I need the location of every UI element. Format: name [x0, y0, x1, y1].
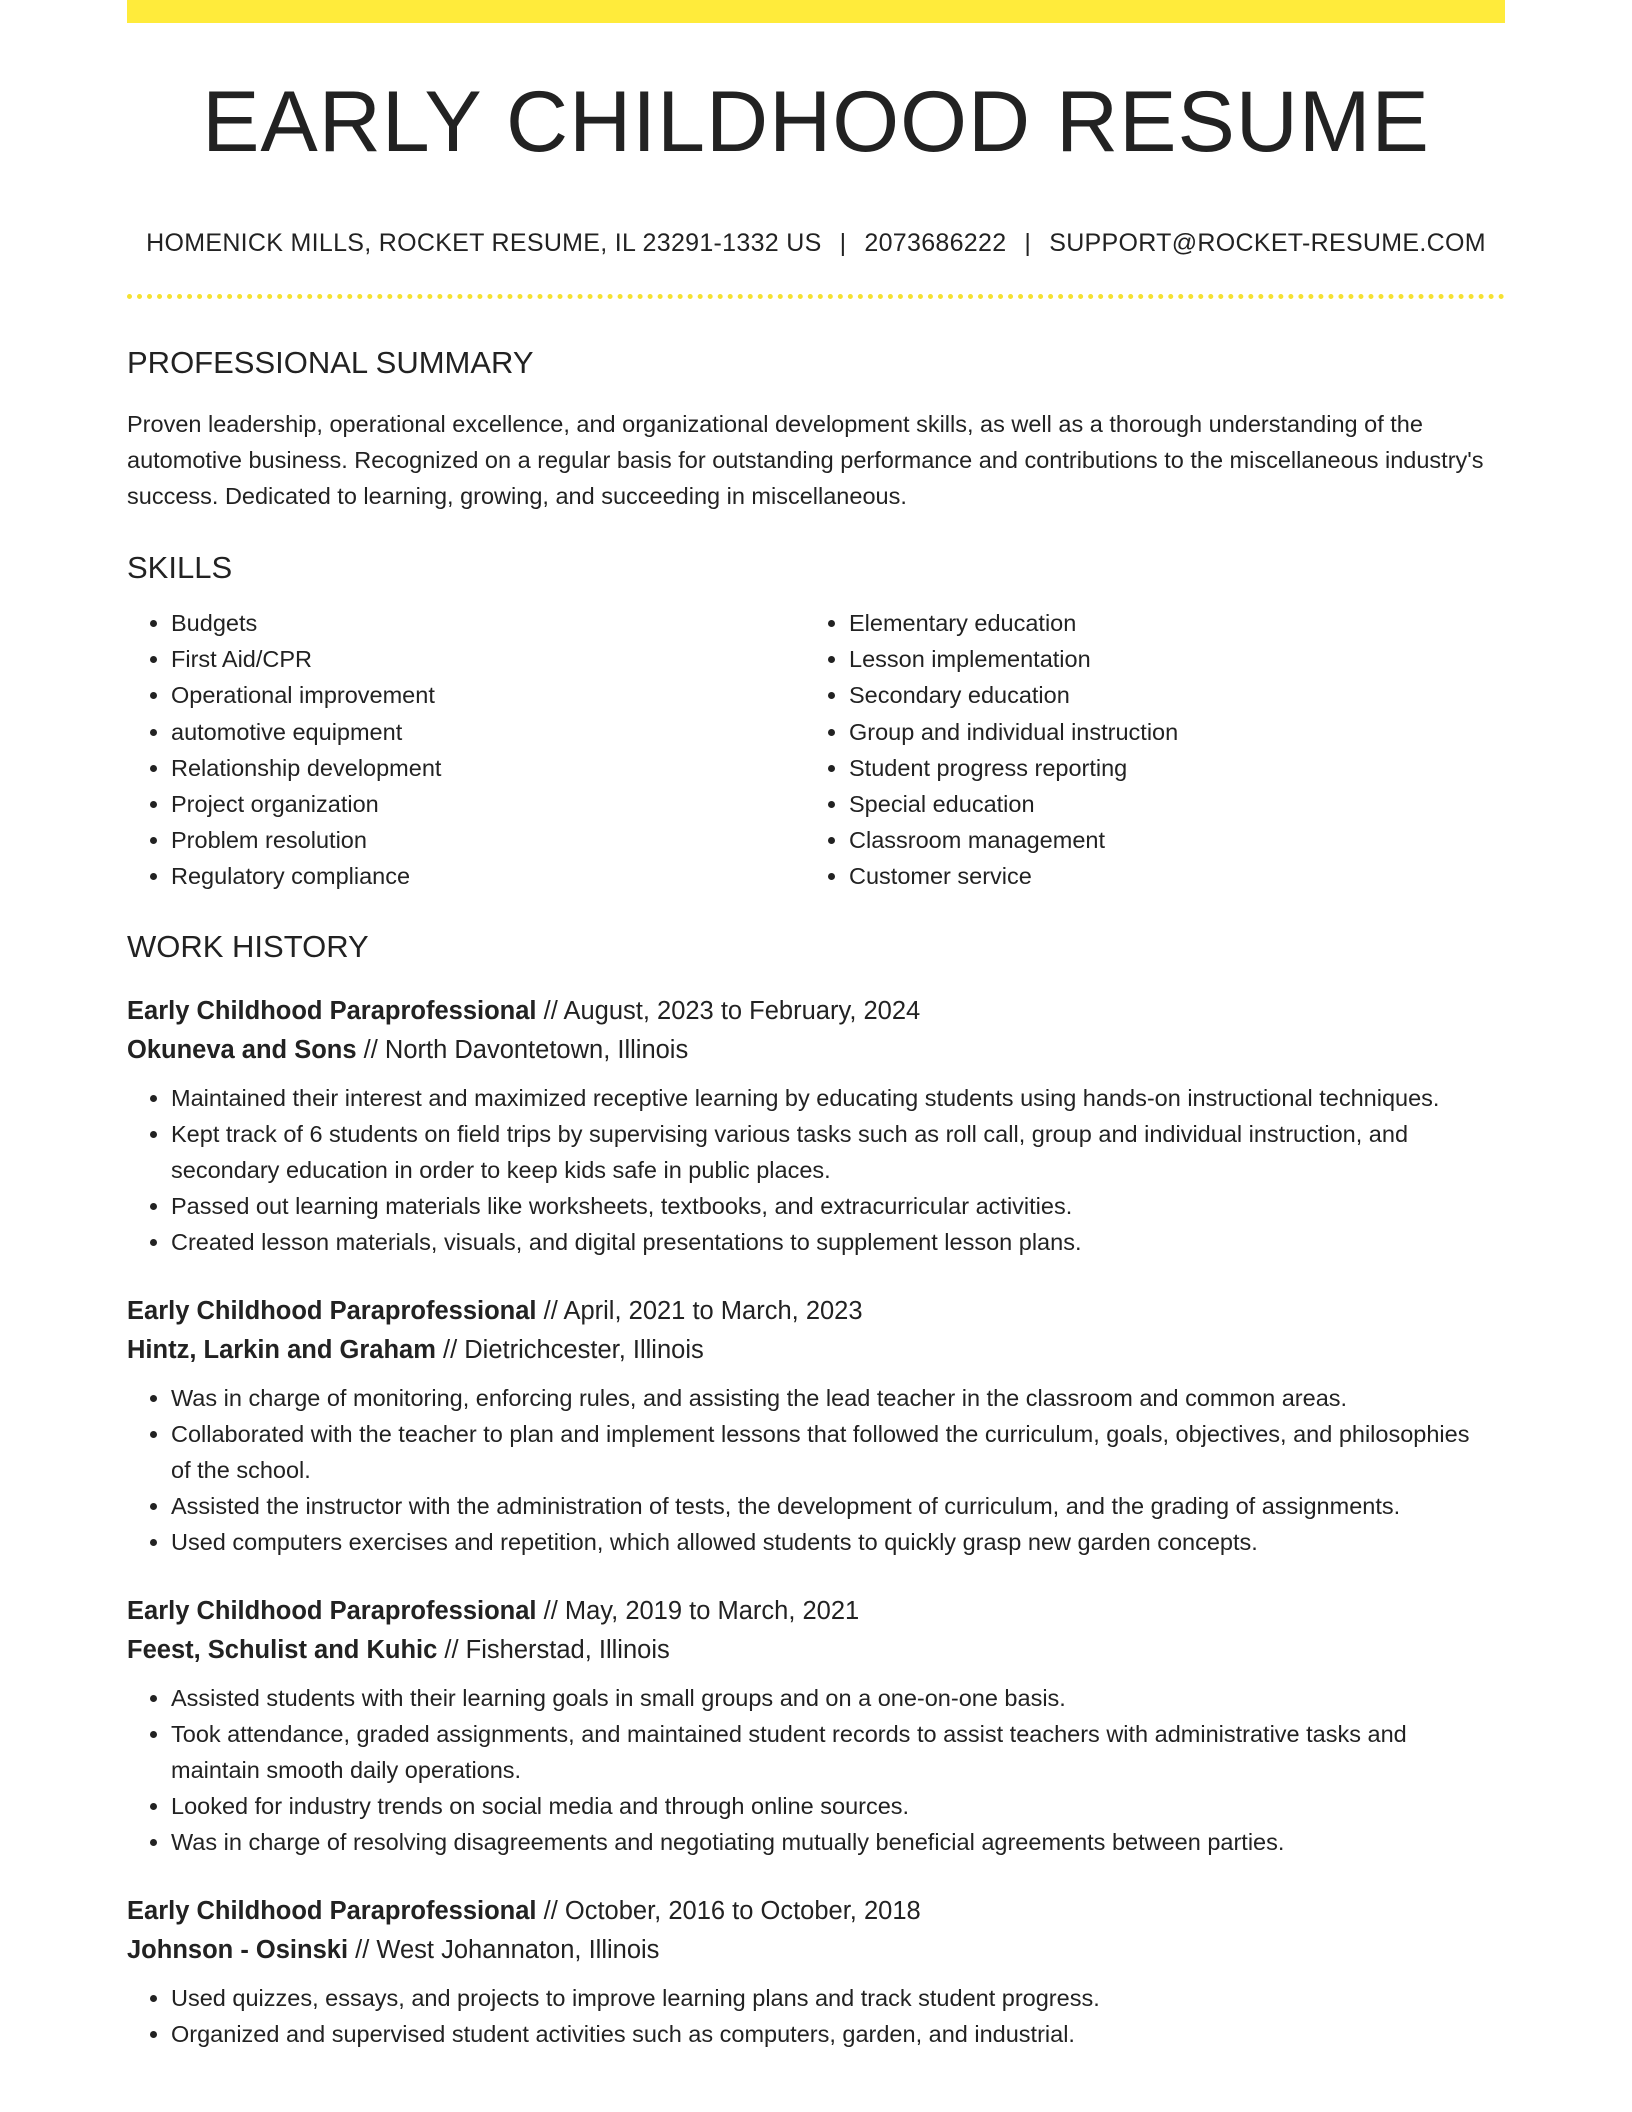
- job-bullets: [127, 1680, 1505, 1860]
- job-bullet: • Looked for industry trends on social media and through online sources.: [171, 1788, 1505, 1824]
- job-bullet: • Used computers exercises and repetition, which allowed students to quickly grasp new garden concepts.: [171, 1524, 1505, 1560]
- job-bullet: • Took attendance, graded assignments, and maintained student records to assist teachers with administrative tasks and maintain smooth daily operations.: [171, 1716, 1505, 1788]
- job-bullet: • Maintained their interest and maximized receptive learning by educating students using hands-on instructional techniques.: [171, 1080, 1505, 1116]
- job-entry: [127, 1592, 1505, 1860]
- skill-item: • Lesson implementation: [849, 641, 1505, 677]
- job-title-line: [127, 1292, 1505, 1331]
- summary-heading: PROFESSIONAL SUMMARY: [127, 345, 534, 380]
- job-company-line: [127, 1031, 1505, 1070]
- job-dates: // May, 2019 to March, 2021: [543, 1596, 860, 1625]
- skills-heading: SKILLS: [127, 550, 233, 585]
- job-bullet: • Was in charge of resolving disagreements and negotiating mutually beneficial agreements between parties.: [171, 1824, 1505, 1860]
- skill-item: • Budgets: [171, 605, 805, 641]
- job-dates: // October, 2016 to October, 2018: [543, 1896, 921, 1925]
- job-location: // Dietrichcester, Illinois: [442, 1335, 704, 1364]
- skills-list-right: [805, 605, 1505, 895]
- job-bullet: • Assisted students with their learning goals in small groups and on a one-on-one basis.: [171, 1680, 1505, 1716]
- skills-grid: [127, 605, 1505, 895]
- job-bullets: [127, 1980, 1505, 2052]
- contact-separator: |: [839, 229, 847, 257]
- job-company-line: [127, 1331, 1505, 1370]
- job-title: Early Childhood Paraprofessional: [127, 1596, 537, 1625]
- job-location: // West Johannaton, Illinois: [355, 1935, 660, 1964]
- dotted-divider: [127, 294, 1505, 299]
- summary-text: Proven leadership, operational excellence, and organizational development skills, as well as a thorough understanding of the automotive business. Recognized on a regular basis for outstanding performance and contributions to the miscellaneous industry's success. Dedicated to learning, growing, and succeeding in miscellaneous.: [127, 411, 1484, 509]
- job-title: Early Childhood Paraprofessional: [127, 1296, 537, 1325]
- job-bullet: • Was in charge of monitoring, enforcing rules, and assisting the lead teacher in the classroom and common areas.: [171, 1380, 1505, 1416]
- skill-item: • Elementary education: [849, 605, 1505, 641]
- job-title: Early Childhood Paraprofessional: [127, 996, 537, 1025]
- job-bullets: [127, 1080, 1505, 1260]
- skill-item: • Student progress reporting: [849, 750, 1505, 786]
- job-bullet: • Used quizzes, essays, and projects to improve learning plans and track student progress.: [171, 1980, 1505, 2016]
- job-dates: // April, 2021 to March, 2023: [543, 1296, 863, 1325]
- job-company-line: [127, 1631, 1505, 1670]
- job-bullet: • Kept track of 6 students on field trips by supervising various tasks such as roll call, group and individual instruction, and secondary education in order to keep kids safe in public places.: [171, 1116, 1505, 1188]
- skills-list-left: [127, 605, 805, 895]
- job-title: Early Childhood Paraprofessional: [127, 1896, 537, 1925]
- work-history-heading: WORK HISTORY: [127, 928, 369, 964]
- skill-item: • Classroom management: [849, 822, 1505, 858]
- job-bullet: • Collaborated with the teacher to plan and implement lessons that followed the curriculum, goals, objectives, and philosophies of the school.: [171, 1416, 1505, 1488]
- contact-line: [127, 231, 1505, 256]
- job-location: // Fisherstad, Illinois: [444, 1635, 670, 1664]
- job-company-line: [127, 1931, 1505, 1970]
- contact-phone: 2073686222: [864, 229, 1007, 257]
- job-company: Feest, Schulist and Kuhic: [127, 1635, 438, 1664]
- job-title-line: [127, 1892, 1505, 1931]
- job-entry: [127, 992, 1505, 1260]
- contact-email: SUPPORT@ROCKET-RESUME.COM: [1049, 229, 1486, 257]
- resume-page: [127, 0, 1505, 2052]
- job-dates: // August, 2023 to February, 2024: [543, 996, 921, 1025]
- skill-item: • Group and individual instruction: [849, 714, 1505, 750]
- skill-item: • Secondary education: [849, 677, 1505, 713]
- skill-item: • Project organization: [171, 786, 805, 822]
- job-bullet: • Created lesson materials, visuals, and digital presentations to supplement lesson plans.: [171, 1224, 1505, 1260]
- contact-separator: |: [1024, 229, 1032, 257]
- job-company: Okuneva and Sons: [127, 1035, 357, 1064]
- resume-name: EARLY CHILDHOOD RESUME: [202, 74, 1430, 170]
- job-entry: [127, 1892, 1505, 2052]
- job-company: Johnson - Osinski: [127, 1935, 349, 1964]
- skill-item: • Customer service: [849, 858, 1505, 894]
- job-company: Hintz, Larkin and Graham: [127, 1335, 436, 1364]
- job-bullet: • Assisted the instructor with the administration of tests, the development of curriculum, and the grading of assignments.: [171, 1488, 1505, 1524]
- accent-top-bar: [127, 0, 1505, 23]
- skill-item: • Relationship development: [171, 750, 805, 786]
- job-bullet: • Passed out learning materials like worksheets, textbooks, and extracurricular activities.: [171, 1188, 1505, 1224]
- skill-item: • Operational improvement: [171, 677, 805, 713]
- skill-item: • Problem resolution: [171, 822, 805, 858]
- job-location: // North Davontetown, Illinois: [363, 1035, 689, 1064]
- job-title-line: [127, 992, 1505, 1031]
- contact-address: HOMENICK MILLS, ROCKET RESUME, IL 23291-1332 US: [146, 229, 822, 257]
- job-bullet: • Organized and supervised student activities such as computers, garden, and industrial.: [171, 2016, 1505, 2052]
- skill-item: • Regulatory compliance: [171, 858, 805, 894]
- skill-item: • automotive equipment: [171, 714, 805, 750]
- skill-item: • First Aid/CPR: [171, 641, 805, 677]
- job-title-line: [127, 1592, 1505, 1631]
- job-bullets: [127, 1380, 1505, 1560]
- skill-item: • Special education: [849, 786, 1505, 822]
- job-entry: [127, 1292, 1505, 1560]
